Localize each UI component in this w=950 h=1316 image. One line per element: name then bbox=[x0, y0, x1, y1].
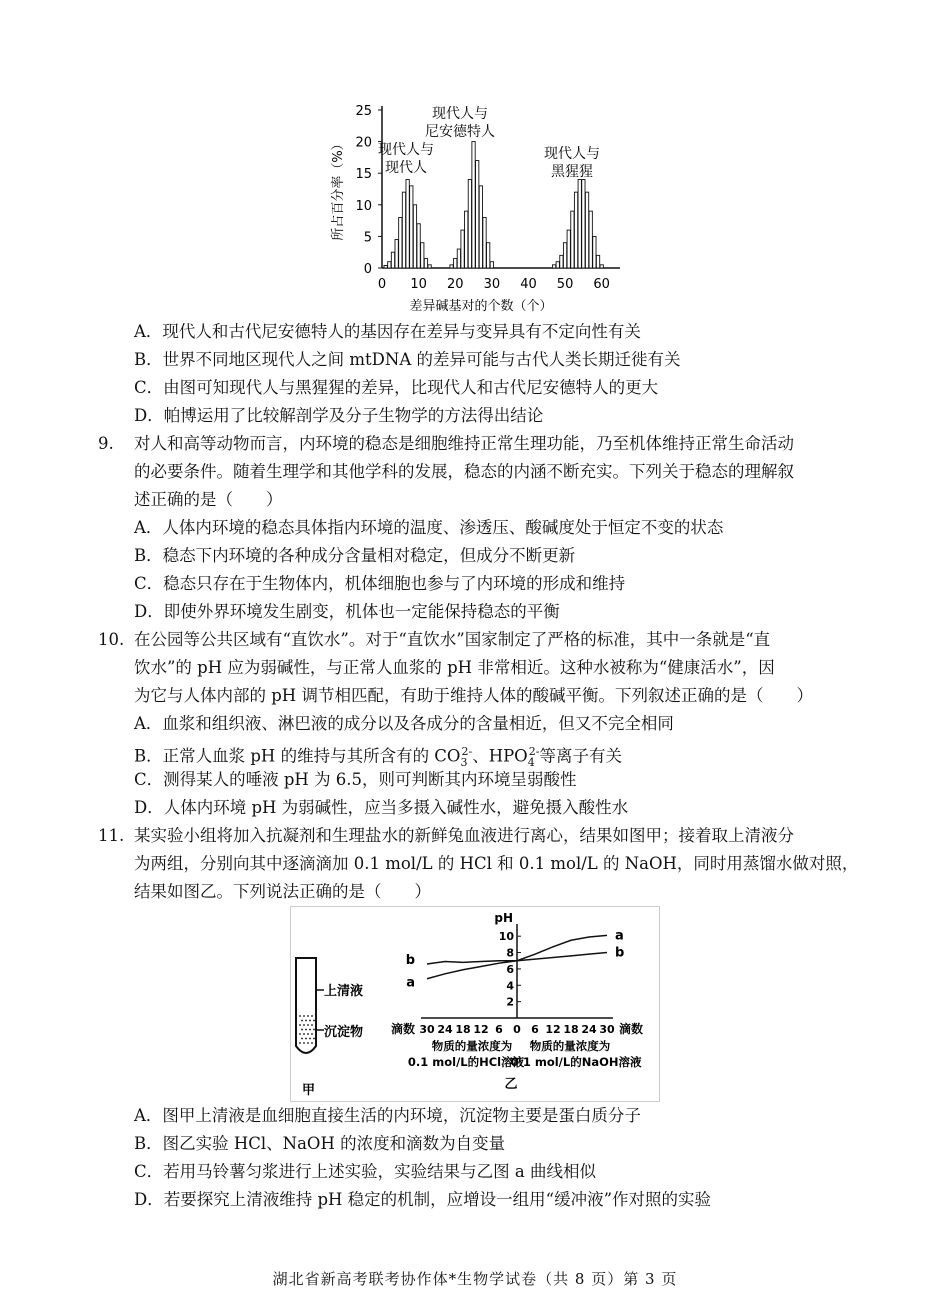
x-zero-label: 0 bbox=[513, 1023, 521, 1036]
histogram-bar bbox=[461, 230, 464, 268]
q10-option-d: D．人体内环境 pH 为弱碱性，应当多摄入碱性水，避免摄入酸性水 bbox=[134, 798, 629, 817]
q9-option-d: D．即使外界环境发生剧变，机体也一定能保持稳态的平衡 bbox=[134, 602, 560, 621]
histogram-bar bbox=[454, 259, 457, 268]
group-annotation: 尼安德特人 bbox=[425, 124, 495, 140]
q10-stem-line-2: 饮水”的 pH 应为弱碱性，与正常人血浆的 pH 非常相近。这种水被称为“健康活水”，因 bbox=[134, 658, 775, 677]
q10-stem-line-1: 在公园等公共区域有“直饮水”。对于“直饮水”国家制定了严格的标准，其中一条就是“直 bbox=[134, 630, 771, 649]
left-caption-1: 物质的量浓度为 bbox=[431, 1039, 513, 1053]
q8-option-a: A．现代人和古代尼安德特人的基因存在差异与变异具有不定向性有关 bbox=[134, 322, 641, 341]
page-footer: 湖北省新高考联考协作体*生物学试卷（共 8 页）第 3 页 bbox=[272, 1270, 678, 1288]
histogram-bar bbox=[593, 236, 596, 268]
x-tick-label: 30 bbox=[419, 1023, 435, 1036]
sediment-dot bbox=[307, 1015, 309, 1017]
histogram-bar bbox=[567, 230, 570, 268]
histogram-bar bbox=[574, 192, 577, 268]
left-caption-2: 0.1 mol/L的HCl溶液 bbox=[407, 1055, 525, 1069]
sediment-dot bbox=[311, 1033, 313, 1035]
histogram-bar bbox=[490, 262, 493, 268]
sediment-dot bbox=[311, 1024, 313, 1026]
x-tick-label: 24 bbox=[581, 1023, 597, 1036]
y-tick-label: 6 bbox=[506, 962, 514, 976]
sediment-dot bbox=[301, 1038, 303, 1040]
histogram-bar bbox=[457, 249, 460, 268]
histogram-bar bbox=[578, 180, 581, 268]
histogram-bar bbox=[399, 217, 402, 268]
x-tick-label: 24 bbox=[437, 1023, 453, 1036]
q9-option-a: A．人体内环境的稳态具体指内环境的温度、渗透压、酸碱度处于恒定不变的状态 bbox=[134, 518, 724, 537]
histogram-bar bbox=[468, 180, 471, 268]
sediment-dot bbox=[309, 1020, 311, 1022]
histogram-bar bbox=[388, 262, 391, 268]
histogram-bar bbox=[479, 186, 482, 268]
group-annotation: 现代人与 bbox=[378, 142, 434, 158]
y-tick-label: 15 bbox=[355, 167, 372, 183]
histogram-bar bbox=[556, 262, 559, 268]
x-tick-label: 12 bbox=[545, 1023, 561, 1036]
histogram-bar bbox=[424, 259, 427, 268]
y-tick-label: 5 bbox=[363, 230, 372, 246]
histogram-bar bbox=[552, 265, 555, 268]
q10-option-a: A．血浆和组织液、淋巴液的成分以及各成分的含量相近，但又不完全相同 bbox=[134, 714, 674, 733]
group-annotation: 现代人与 bbox=[544, 146, 600, 162]
q11-number: 11. bbox=[98, 826, 125, 845]
q8-option-b: B．世界不同地区现代人之间 mtDNA 的差异可能与古代人类长期迁徙有关 bbox=[134, 350, 681, 369]
y-tick-label: 10 bbox=[355, 198, 372, 214]
histogram-bar bbox=[406, 180, 409, 268]
q9-option-c: C．稳态只存在于生物体内，机体细胞也参与了内环境的形成和维持 bbox=[134, 574, 626, 593]
sediment-dot bbox=[309, 1038, 311, 1040]
q10-option-c: C．测得某人的唾液 pH 为 6.5，则可判断其内环境呈弱酸性 bbox=[134, 770, 577, 789]
sediment-dot bbox=[303, 1042, 305, 1044]
histogram-bar bbox=[472, 142, 475, 268]
sediment-dot bbox=[301, 1029, 303, 1031]
sediment-label: 沉淀物 bbox=[324, 1025, 364, 1040]
sediment-dot bbox=[307, 1033, 309, 1035]
y-tick-label: 4 bbox=[506, 979, 514, 993]
blood-ph-experiment-figure bbox=[290, 906, 660, 1102]
sediment-dot bbox=[299, 1042, 301, 1044]
right-axis-label: 滴数 bbox=[619, 1022, 644, 1036]
x-tick-label: 12 bbox=[473, 1023, 489, 1036]
q11-option-a: A．图甲上清液是血细胞直接生活的内环境，沉淀物主要是蛋白质分子 bbox=[134, 1106, 641, 1125]
x-tick-label: 10 bbox=[410, 277, 427, 292]
sediment-dot bbox=[303, 1024, 305, 1026]
histogram-bar bbox=[476, 161, 479, 268]
sediment-dot bbox=[307, 1024, 309, 1026]
q10-stem-line-3: 为它与人体内部的 pH 调节相匹配，有助于维持人体的酸碱平衡。下列叙述正确的是（ ） bbox=[134, 686, 813, 705]
q9-stem-line-1: 对人和高等动物而言，内环境的稳态是细胞维持正常生理功能，乃至机体维持正常生命活动 bbox=[134, 434, 794, 453]
left-axis-label: 滴数 bbox=[390, 1022, 415, 1036]
q9-option-b: B．稳态下内环境的各种成分含量相对稳定，但成分不断更新 bbox=[134, 546, 576, 565]
q11-option-d: D．若要探究上清液维持 pH 稳定的机制，应增设一组用“缓冲液”作对照的实验 bbox=[134, 1190, 712, 1209]
q10-number: 10. bbox=[98, 630, 125, 649]
figure-yi-caption: 乙 bbox=[504, 1077, 518, 1092]
y-tick-label: 8 bbox=[506, 946, 514, 960]
x-tick-label: 6 bbox=[495, 1023, 503, 1036]
group-annotation: 现代人与 bbox=[432, 106, 488, 122]
histogram-bar bbox=[421, 243, 424, 268]
sediment-dot bbox=[305, 1038, 307, 1040]
right-caption-1: 物质的量浓度为 bbox=[529, 1039, 611, 1053]
histogram-bar bbox=[391, 252, 394, 268]
series-end-label-b: b bbox=[615, 945, 625, 961]
sediment-dot bbox=[311, 1015, 313, 1017]
x-tick-label: 6 bbox=[531, 1023, 539, 1036]
right-caption-2: 0.1 mol/L的NaOH溶液 bbox=[510, 1055, 642, 1069]
histogram-bar bbox=[395, 240, 398, 268]
sediment-dot bbox=[303, 1033, 305, 1035]
histogram-bar bbox=[600, 265, 603, 268]
x-tick-label: 30 bbox=[483, 277, 501, 292]
histogram-bar bbox=[487, 243, 490, 268]
sediment-dot bbox=[305, 1029, 307, 1031]
y-tick-label: 25 bbox=[355, 104, 372, 119]
sediment-dot bbox=[309, 1029, 311, 1031]
q11-option-c: C．若用马铃薯匀浆进行上述实验，实验结果与乙图 a 曲线相似 bbox=[134, 1162, 596, 1181]
mtdna-difference-histogram bbox=[320, 96, 630, 316]
q11-stem-line-2: 为两组，分别向其中逐滴滴加 0.1 mol/L 的 HCl 和 0.1 mol/L 的 NaOH，同时用蒸馏水做对照， bbox=[134, 854, 859, 873]
figure-jia-caption: 甲 bbox=[302, 1083, 316, 1098]
histogram-bar bbox=[589, 211, 592, 268]
sediment-dot bbox=[299, 1015, 301, 1017]
x-tick-label: 40 bbox=[520, 277, 537, 292]
histogram-bar bbox=[410, 186, 413, 268]
histogram-bar bbox=[582, 180, 585, 268]
x-tick-label: 0 bbox=[377, 277, 387, 292]
histogram-bar bbox=[402, 192, 405, 268]
sediment-dot bbox=[313, 1029, 315, 1031]
sediment-dot bbox=[305, 1020, 307, 1022]
group-annotation: 黑猩猩 bbox=[551, 164, 593, 180]
x-tick-label: 18 bbox=[563, 1023, 579, 1036]
y-axis-title: 所占百分率（%） bbox=[331, 137, 346, 241]
y-tick-label: 10 bbox=[498, 930, 514, 944]
sediment-dot bbox=[313, 1020, 315, 1022]
sediment-dot bbox=[307, 1042, 309, 1044]
y-axis-title: pH bbox=[494, 911, 513, 925]
q11-stem-line-3: 结果如图乙。下列说法正确的是（ ） bbox=[134, 882, 431, 901]
supernatant-label: 上清液 bbox=[324, 984, 364, 999]
histogram-bar bbox=[483, 217, 486, 268]
q9-stem-line-3: 述正确的是（ ） bbox=[134, 490, 283, 509]
x-axis-title: 差异碱基对的个数（个） bbox=[409, 299, 553, 314]
x-tick-label: 60 bbox=[593, 277, 610, 292]
histogram-bar bbox=[585, 192, 588, 268]
q9-number: 9. bbox=[98, 434, 114, 453]
sediment-dot bbox=[303, 1015, 305, 1017]
y-tick-label: 0 bbox=[363, 262, 372, 277]
histogram-bar bbox=[450, 265, 453, 268]
series-start-label-b: b bbox=[405, 953, 415, 968]
q11-option-b: B．图乙实验 HCl、NaOH 的浓度和滴数为自变量 bbox=[134, 1134, 506, 1153]
histogram-bar bbox=[560, 255, 563, 268]
q8-option-d: D．帕博运用了比较解剖学及分子生物学的方法得出结论 bbox=[134, 406, 544, 425]
sediment-dot bbox=[311, 1042, 313, 1044]
group-annotation: 现代人 bbox=[385, 160, 427, 176]
q11-stem-line-1: 某实验小组将加入抗凝剂和生理盐水的新鲜兔血液进行离心，结果如图甲；接着取上清液分 bbox=[134, 826, 794, 845]
histogram-bar bbox=[384, 265, 387, 268]
histogram-bar bbox=[571, 211, 574, 268]
y-tick-label: 20 bbox=[355, 135, 372, 151]
sediment-dot bbox=[299, 1033, 301, 1035]
histogram-bar bbox=[428, 265, 431, 268]
histogram-bar bbox=[596, 255, 599, 268]
x-tick-label: 20 bbox=[446, 277, 464, 292]
q10-option-b: B．正常人血浆 pH 的维持与其所含有的 $CO_3^{2-}$、$HPO_4^{2-}$等离子有关 bbox=[134, 745, 622, 769]
y-tick-label: 2 bbox=[506, 995, 514, 1009]
sediment-dot bbox=[299, 1024, 301, 1026]
histogram-bar bbox=[465, 211, 468, 268]
q8-option-c: C．由图可知现代人与黑猩猩的差异，比现代人和古代尼安德特人的更大 bbox=[134, 378, 659, 397]
histogram-bar bbox=[563, 243, 566, 268]
sediment-dot bbox=[301, 1020, 303, 1022]
series-start-label-a: a bbox=[406, 975, 415, 991]
sediment-dot bbox=[313, 1038, 315, 1040]
histogram-bar bbox=[417, 224, 420, 268]
x-tick-label: 18 bbox=[455, 1023, 471, 1036]
x-tick-label: 30 bbox=[599, 1023, 615, 1036]
histogram-bar bbox=[413, 205, 416, 268]
q9-stem-line-2: 的必要条件。随着生理学和其他学科的发展，稳态的内涵不断充实。下列关于稳态的理解叙 bbox=[134, 462, 794, 481]
x-tick-label: 50 bbox=[556, 277, 574, 292]
series-end-label-a: a bbox=[615, 928, 624, 944]
